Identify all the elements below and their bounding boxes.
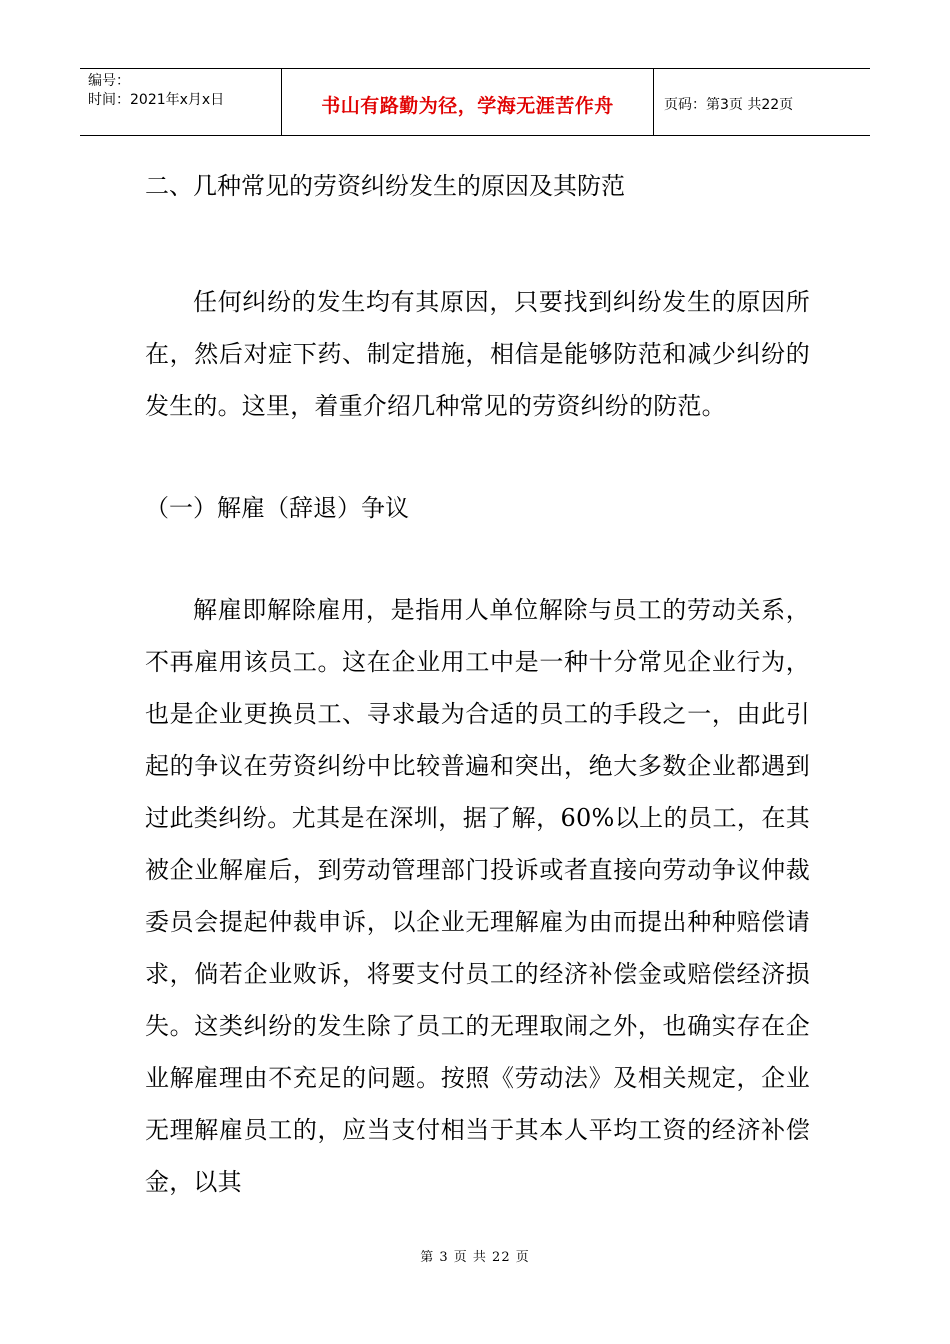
header-motto-cell	[282, 69, 654, 135]
document-number-label: 编号：	[88, 73, 130, 89]
header-meta-cell	[80, 69, 282, 135]
document-date-label: 时间：2021年x月x日	[88, 92, 225, 108]
document-body	[145, 160, 810, 1208]
header-page-cell	[654, 71, 870, 137]
header-page-info: 页码：第3页 共22页	[664, 97, 794, 113]
document-header	[80, 68, 870, 136]
paragraph-intro: 任何纠纷的发生均有其原因，只要找到纠纷发生的原因所在，然后对症下药、制定措施，相信是能够防范和减少纠纷的发生的。这里，着重介绍几种常见的劳资纠纷的防范。	[145, 288, 810, 420]
subsection-heading: （一）解雇（辞退）争议	[145, 494, 409, 522]
section-heading: 二、几种常见的劳资纠纷发生的原因及其防范	[145, 172, 625, 200]
paragraph-dismissal: 解雇即解除雇用，是指用人单位解除与员工的劳动关系，不再雇用该员工。这在企业用工中是一种十分常见企业行为，也是企业更换员工、寻求最为合适的员工的手段之一，由此引起的争议在劳资纠纷中比较普遍和突出，绝大多数企业都遇到过此类纠纷。尤其是在深圳，据了解，60%以上的员工，在其被企业解雇后，到劳动管理部门投诉或者直接向劳动争议仲裁委员会提起仲裁申诉，以企业无理解雇为由而提出种种赔偿请求，倘若企业败诉，将要支付员工的经济补偿金或赔偿经济损失。这类纠纷的发生除了员工的无理取闹之外，也确实存在企业解雇理由不充足的问题。按照《劳动法》及相关规定，企业无理解雇员工的，应当支付相当于其本人平均工资的经济补偿金，以其	[145, 596, 810, 1196]
page-footer: 第 3 页 共 22 页	[420, 1250, 530, 1265]
header-motto: 书山有路勤为径，学海无涯苦作舟	[321, 94, 614, 117]
